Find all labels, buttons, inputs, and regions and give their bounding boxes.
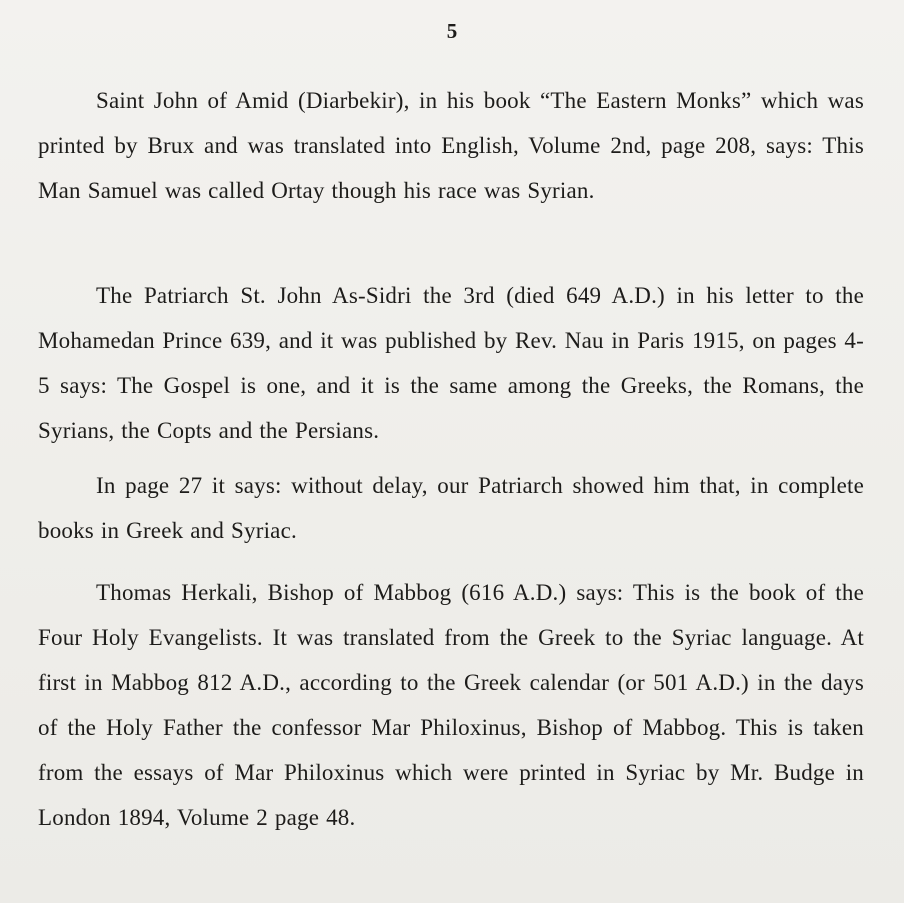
paragraph-page-27: In page 27 it says: without delay, our Patriarch showed him that, in complete books in Greek and Syriac.	[38, 473, 864, 543]
paragraph-saint-john-of-amid: Saint John of Amid (Diarbekir), in his book “The Eastern Monks” which was printed by Brux and was translated into English, Volume 2nd, page 208, says: This Man Samuel was called Ortay though his race was Syrian.	[38, 88, 864, 203]
paragraph-patriarch-as-sidri: The Patriarch St. John As-Sidri the 3rd (died 649 A.D.) in his letter to the Mohamedan Prince 639, and it was published by Rev. Nau in Paris 1915, on pages 4-5 says: The Gospel is one, and it is the same among the Greeks, the Romans, the Syrians, the Copts and the Persians.	[38, 283, 864, 443]
page-number: 5	[446, 19, 458, 43]
paragraph-thomas-herkali: Thomas Herkali, Bishop of Mabbog (616 A.D.) says: This is the book of the Four Holy Evangelists. It was translated from the Greek to the Syriac language. At first in Mabbog 812 A.D., according to the Greek calendar (or 501 A.D.) in the days of the Holy Father the confessor Mar Philoxinus, Bishop of Mabbog. This is taken from the essays of Mar Philoxinus which were printed in Syriac by Mr. Budge in London 1894, Volume 2 page 48.	[38, 580, 864, 830]
